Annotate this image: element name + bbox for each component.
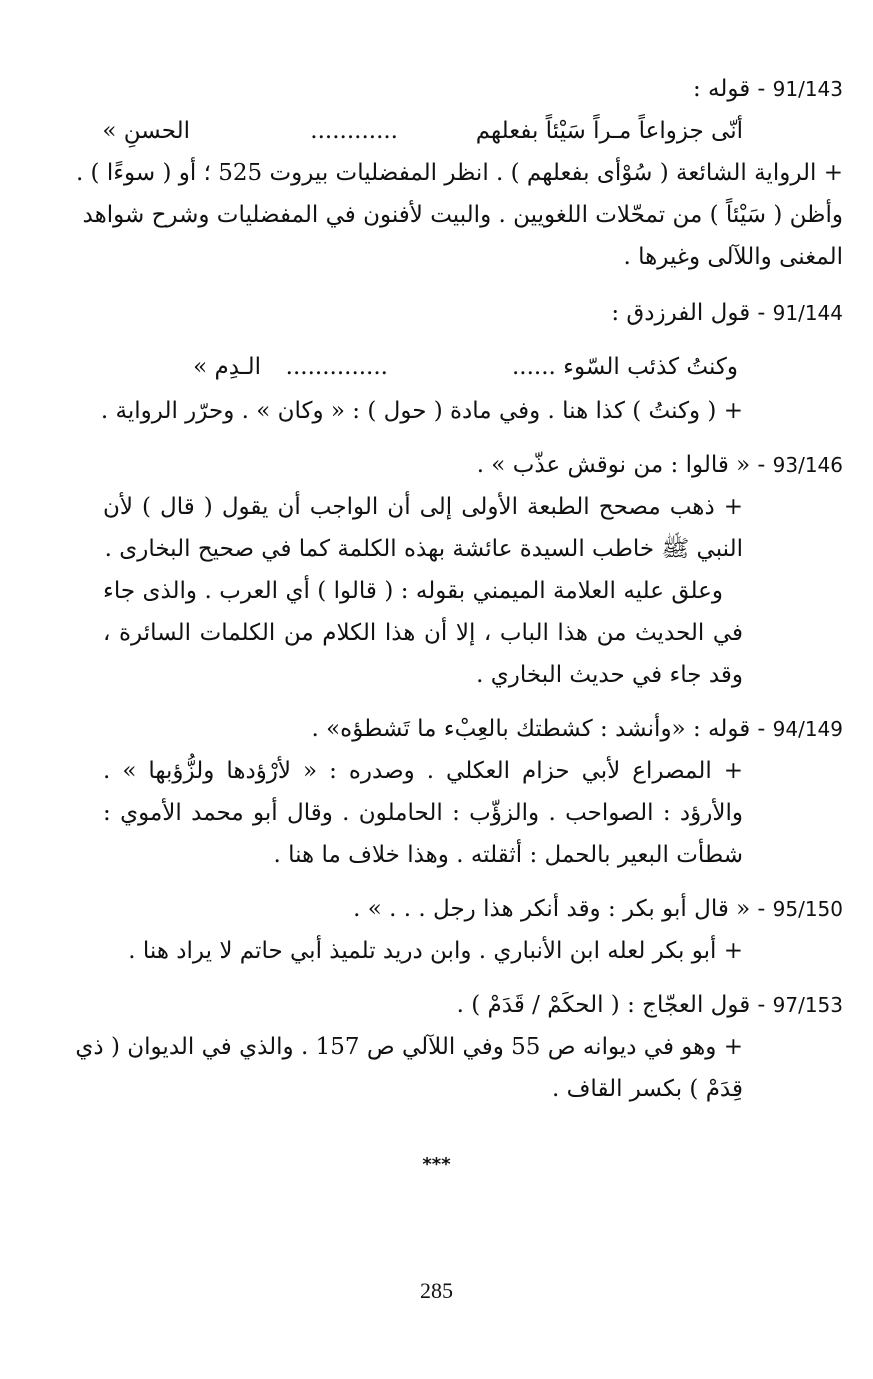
section-separator: ***	[422, 1154, 451, 1175]
entry-heading-text: - « قال أبو بكر : وقد أنكر هذا رجل . . . » .	[353, 896, 773, 922]
body-line: وقد جاء في حديث البخاري .	[476, 662, 743, 688]
body-line: شطأت البعير بالحمل : أثقلته . وهذا خلاف ما هنا .	[273, 842, 743, 868]
entry-heading	[457, 990, 843, 1020]
entry-ref: 91/144	[772, 301, 843, 325]
entry-heading-text: - قول الفرزدق :	[611, 300, 773, 326]
entry-heading-text: - قوله : «وأنشد : كشطتك بالعِبْء ما تَشطؤه» .	[311, 716, 773, 742]
body-line: + المصراع لأبي حزام العكلي . وصدره : « لأرْؤدها ولزُّؤبها » .	[103, 758, 743, 784]
entry-heading	[311, 714, 843, 744]
body-line: وعلق عليه العلامة الميمني بقوله : ( قالوا ) أي العرب . والذى جاء	[103, 578, 723, 604]
entry-ref: 93/146	[772, 453, 843, 477]
body-line: + ذهب مصحح الطبعة الأولى إلى أن الواجب أن يقول ( قال ) لأن	[103, 494, 743, 520]
verse-first-half: أنّى جزواعاً مـراً سَيْئاً بفعلهم	[475, 118, 743, 144]
body-line: النبي ﷺ خاطب السيدة عائشة بهذه الكلمة كما في صحيح البخارى .	[104, 536, 743, 562]
verse-dots: ............	[310, 118, 398, 144]
body-line: + ( وكنتُ ) كذا هنا . وفي مادة ( حول ) : « وكان » . وحرّر الرواية .	[100, 398, 743, 424]
body-line: + أبو بكر لعله ابن الأنباري . وابن دريد تلميذ أبي حاتم لا يراد هنا .	[128, 938, 743, 964]
body-line: وأظن ( سَيْئاً ) من تمحّلات اللغويين . والبيت لأفنون في المفضليات وشرح شواهد	[82, 202, 843, 228]
entry-ref: 91/143	[772, 77, 843, 101]
body-line: + الرواية الشائعة ( سُوْأى بفعلهم ) . انظر المفضليات بيروت 525 ؛ أو ( سوءًا ) .	[75, 160, 843, 186]
page-number: 285	[420, 1278, 453, 1303]
verse-second-half: الـدِم »	[193, 354, 261, 380]
body-line: قِدَمْ ) بكسر القاف .	[551, 1076, 743, 1102]
entry-ref: 97/153	[772, 993, 843, 1017]
body-line: + وهو في ديوانه ص 55 وفي اللآلي ص 157 . والذي في الديوان ( ذي	[75, 1034, 743, 1060]
body-line: المغنى واللآلى وغيرها .	[623, 244, 843, 270]
body-line: في الحديث من هذا الباب ، إلا أن هذا الكلام من الكلمات السائرة ،	[103, 620, 743, 646]
entry-ref: 95/150	[772, 897, 843, 921]
entry-ref: 94/149	[772, 717, 843, 741]
verse-second-half: الحسنِ »	[102, 118, 190, 144]
entry-heading	[353, 894, 843, 924]
entry-heading	[477, 450, 843, 480]
verse-first-half: وكنتُ كذئب السّوء ......	[511, 354, 738, 380]
entry-heading-text: - قوله :	[692, 76, 773, 102]
entry-heading-text: - « قالوا : من نوقش عذّب » .	[476, 452, 773, 478]
entry-heading-text: - قول العجّاج : ( الحكَمْ / قَدَمْ ) .	[456, 992, 773, 1018]
entry-heading	[693, 74, 843, 104]
body-line: والأرؤد : الصواحب . والزؤّب : الحاملون . وقال أبو محمد الأموي :	[103, 800, 743, 826]
entry-heading	[611, 298, 843, 328]
verse-dots: ..............	[285, 354, 388, 380]
